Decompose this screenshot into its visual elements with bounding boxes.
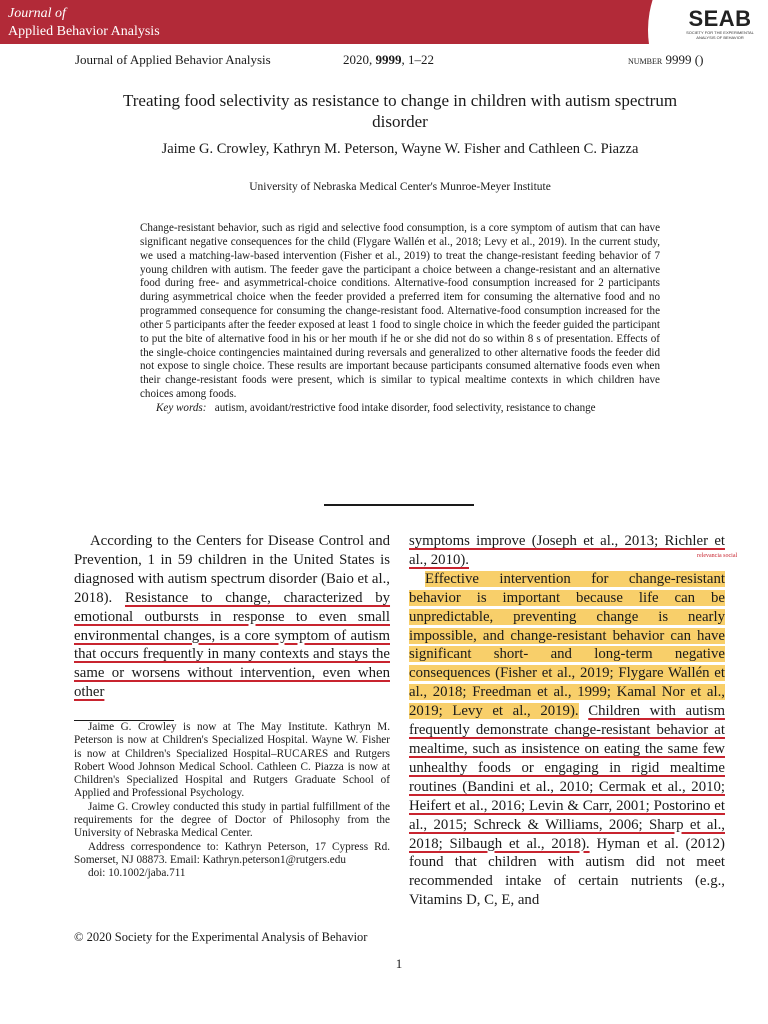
keywords-list: autism, avoidant/restrictive food intake disorder, food selectivity, resistance to change <box>214 401 596 414</box>
intro-paragraph <box>74 532 390 702</box>
seab-logo-subtitle: SOCIETY FOR THE EXPERIMENTAL ANALYSIS OF BEHAVIOR <box>686 30 754 40</box>
article-authors: Jaime G. Crowley, Kathryn M. Peterson, Wayne W. Fisher and Cathleen C. Piazza <box>161 141 639 157</box>
running-head-number-value: 9999 () <box>662 52 704 67</box>
intro-text-plain: According to the Centers for Disease Control and Prevention, 1 in 59 children in the United States is diagnosed with autism spectrum disorder (Baio et al., 2018). <box>74 533 391 606</box>
margin-annotation: relevancia social <box>697 553 738 559</box>
footnote-affiliations: Jaime G. Crowley is now at The May Institute. Kathryn M. Peterson is now at Children's Specialized Hospital. Wayne W. Fisher is now at Children's Specialized Hospital–RUCARES and Rutgers Robert Wood Johnson Medical School. Cathleen C. Piazza is now at Children's Specialized Hospital and Rutgers Graduate School of Applied and Professional Psychology. <box>74 721 390 800</box>
footnote-correspondence: Address correspondence to: Kathryn Peterson, 17 Cypress Rd. Somerset, NJ 08873. Email: Kathryn.peterson1@rutgers.edu <box>74 840 390 866</box>
highlighted-annotation: Effective intervention for change-resistant behavior is important because life can be unpredictable, preventing change is nearly impossible, and change-resistant behavior can have significant short- and long-term negative consequences (Fisher et al., 2019; Flygare Wallén et al., 2018; Freedman et al., 1999; Kamal Nor et al., 2019; Levy et al., 2019). <box>409 570 725 720</box>
section-divider <box>324 504 474 506</box>
seab-logo-mark: SEAB <box>688 6 752 31</box>
copyright-notice: © 2020 Society for the Experimental Analysis of Behavior <box>74 930 368 944</box>
running-head-number-label: number <box>628 53 663 67</box>
running-head-journal: Journal of Applied Behavior Analysis <box>75 52 271 67</box>
page-number: 1 <box>395 956 403 971</box>
running-head-number <box>628 52 703 68</box>
article-affiliation: University of Nebraska Medical Center's Munroe-Meyer Institute <box>249 181 551 193</box>
body-column-left <box>74 532 390 702</box>
running-head-pages: , 1–22 <box>401 52 434 67</box>
running-head-year: 2020, <box>343 52 376 67</box>
running-head-volume: 9999 <box>375 52 402 67</box>
seab-logo <box>680 8 760 40</box>
journal-banner <box>0 0 768 44</box>
journal-name-line2: Applied Behavior Analysis <box>8 24 160 39</box>
journal-name-line1: Journal of <box>8 6 66 21</box>
continued-paragraph <box>409 532 725 570</box>
underlined-annotation-continued: symptoms improve (Joseph et al., 2013; Richler et al., 2010). <box>409 533 725 568</box>
article-title: Treating food selectivity as resistance to change in children with autism spectrum disorder <box>122 91 678 131</box>
footnotes <box>74 721 390 881</box>
keywords <box>140 402 660 416</box>
keywords-label: Key words: <box>156 401 207 414</box>
abstract-text: Change-resistant behavior, such as rigid and selective food consumption, is a core symptom of autism that can have significant negative consequences for the child (Flygare Wallén et al., 2018; Levy et al., 2019). In the current study, we used a matching-law-based intervention (Fisher et al., 2019) to treat the change-resistant feeding behavior of 7 young children with autism. The feeder gave the participant a choice between a change-resistant and an alternative food during free- and asymmetrical-choice conditions. Alternative-food consumption increased for 2 participants during asymmetrical choice when the feeder provided a preferred item for consuming the alternative food and no programmed consequence for consuming the change-resistant food. Alternative-food consumption increased for the other 5 participants after the feeder exposed at least 1 food to single choice in which the feeder guided the participant to put the bite of alternative food in his or her mouth if he or she did not do so within 8 s of presentation. Effects of the single-choice contingencies maintained during reversals and generalized to other alternative foods the feeder did not expose to single choice. These results are important because participants consumed alternative foods even when their change-resistant foods were present, which is similar to typical mealtime contexts in which children have choices among foods. <box>140 222 660 401</box>
footnote-dissertation: Jaime G. Crowley conducted this study in partial fulfillment of the requirements for the degree of Doctor of Philosophy from the University of Nebraska Medical Center. <box>74 800 390 840</box>
second-paragraph <box>409 570 725 910</box>
body-column-right <box>409 532 725 910</box>
underlined-annotation: Resistance to change, characterized by emotional outbursts in response to even small environmental changes, is a core symptom of autism that occurs frequently in many contexts and stays the same or worsens without intervention, even when other <box>74 589 391 701</box>
footnote-doi: doi: 10.1002/jaba.711 <box>88 867 186 880</box>
underlined-annotation-2: Children with autism frequently demonstrate change-resistant behavior at mealtime, such as insistence on eating the same few unhealthy foods or engaging in rigid mealtime routines (Bandini et al., 2010; Cermak et al., 2010; Heifert et al., 2016; Levin & Carr, 2001; Postorino et al., 2015; Schreck & Williams, 2006; Sharp et al., 2018; Silbaugh et al., 2018). <box>409 703 725 852</box>
abstract <box>140 222 660 416</box>
running-head-citation <box>343 52 434 68</box>
paragraph-text-plain: Hyman et al. (2012) found that children with autism did not meet recommended intake of certain nutrients (e.g., Vitamins D, C, E, and <box>409 835 725 909</box>
